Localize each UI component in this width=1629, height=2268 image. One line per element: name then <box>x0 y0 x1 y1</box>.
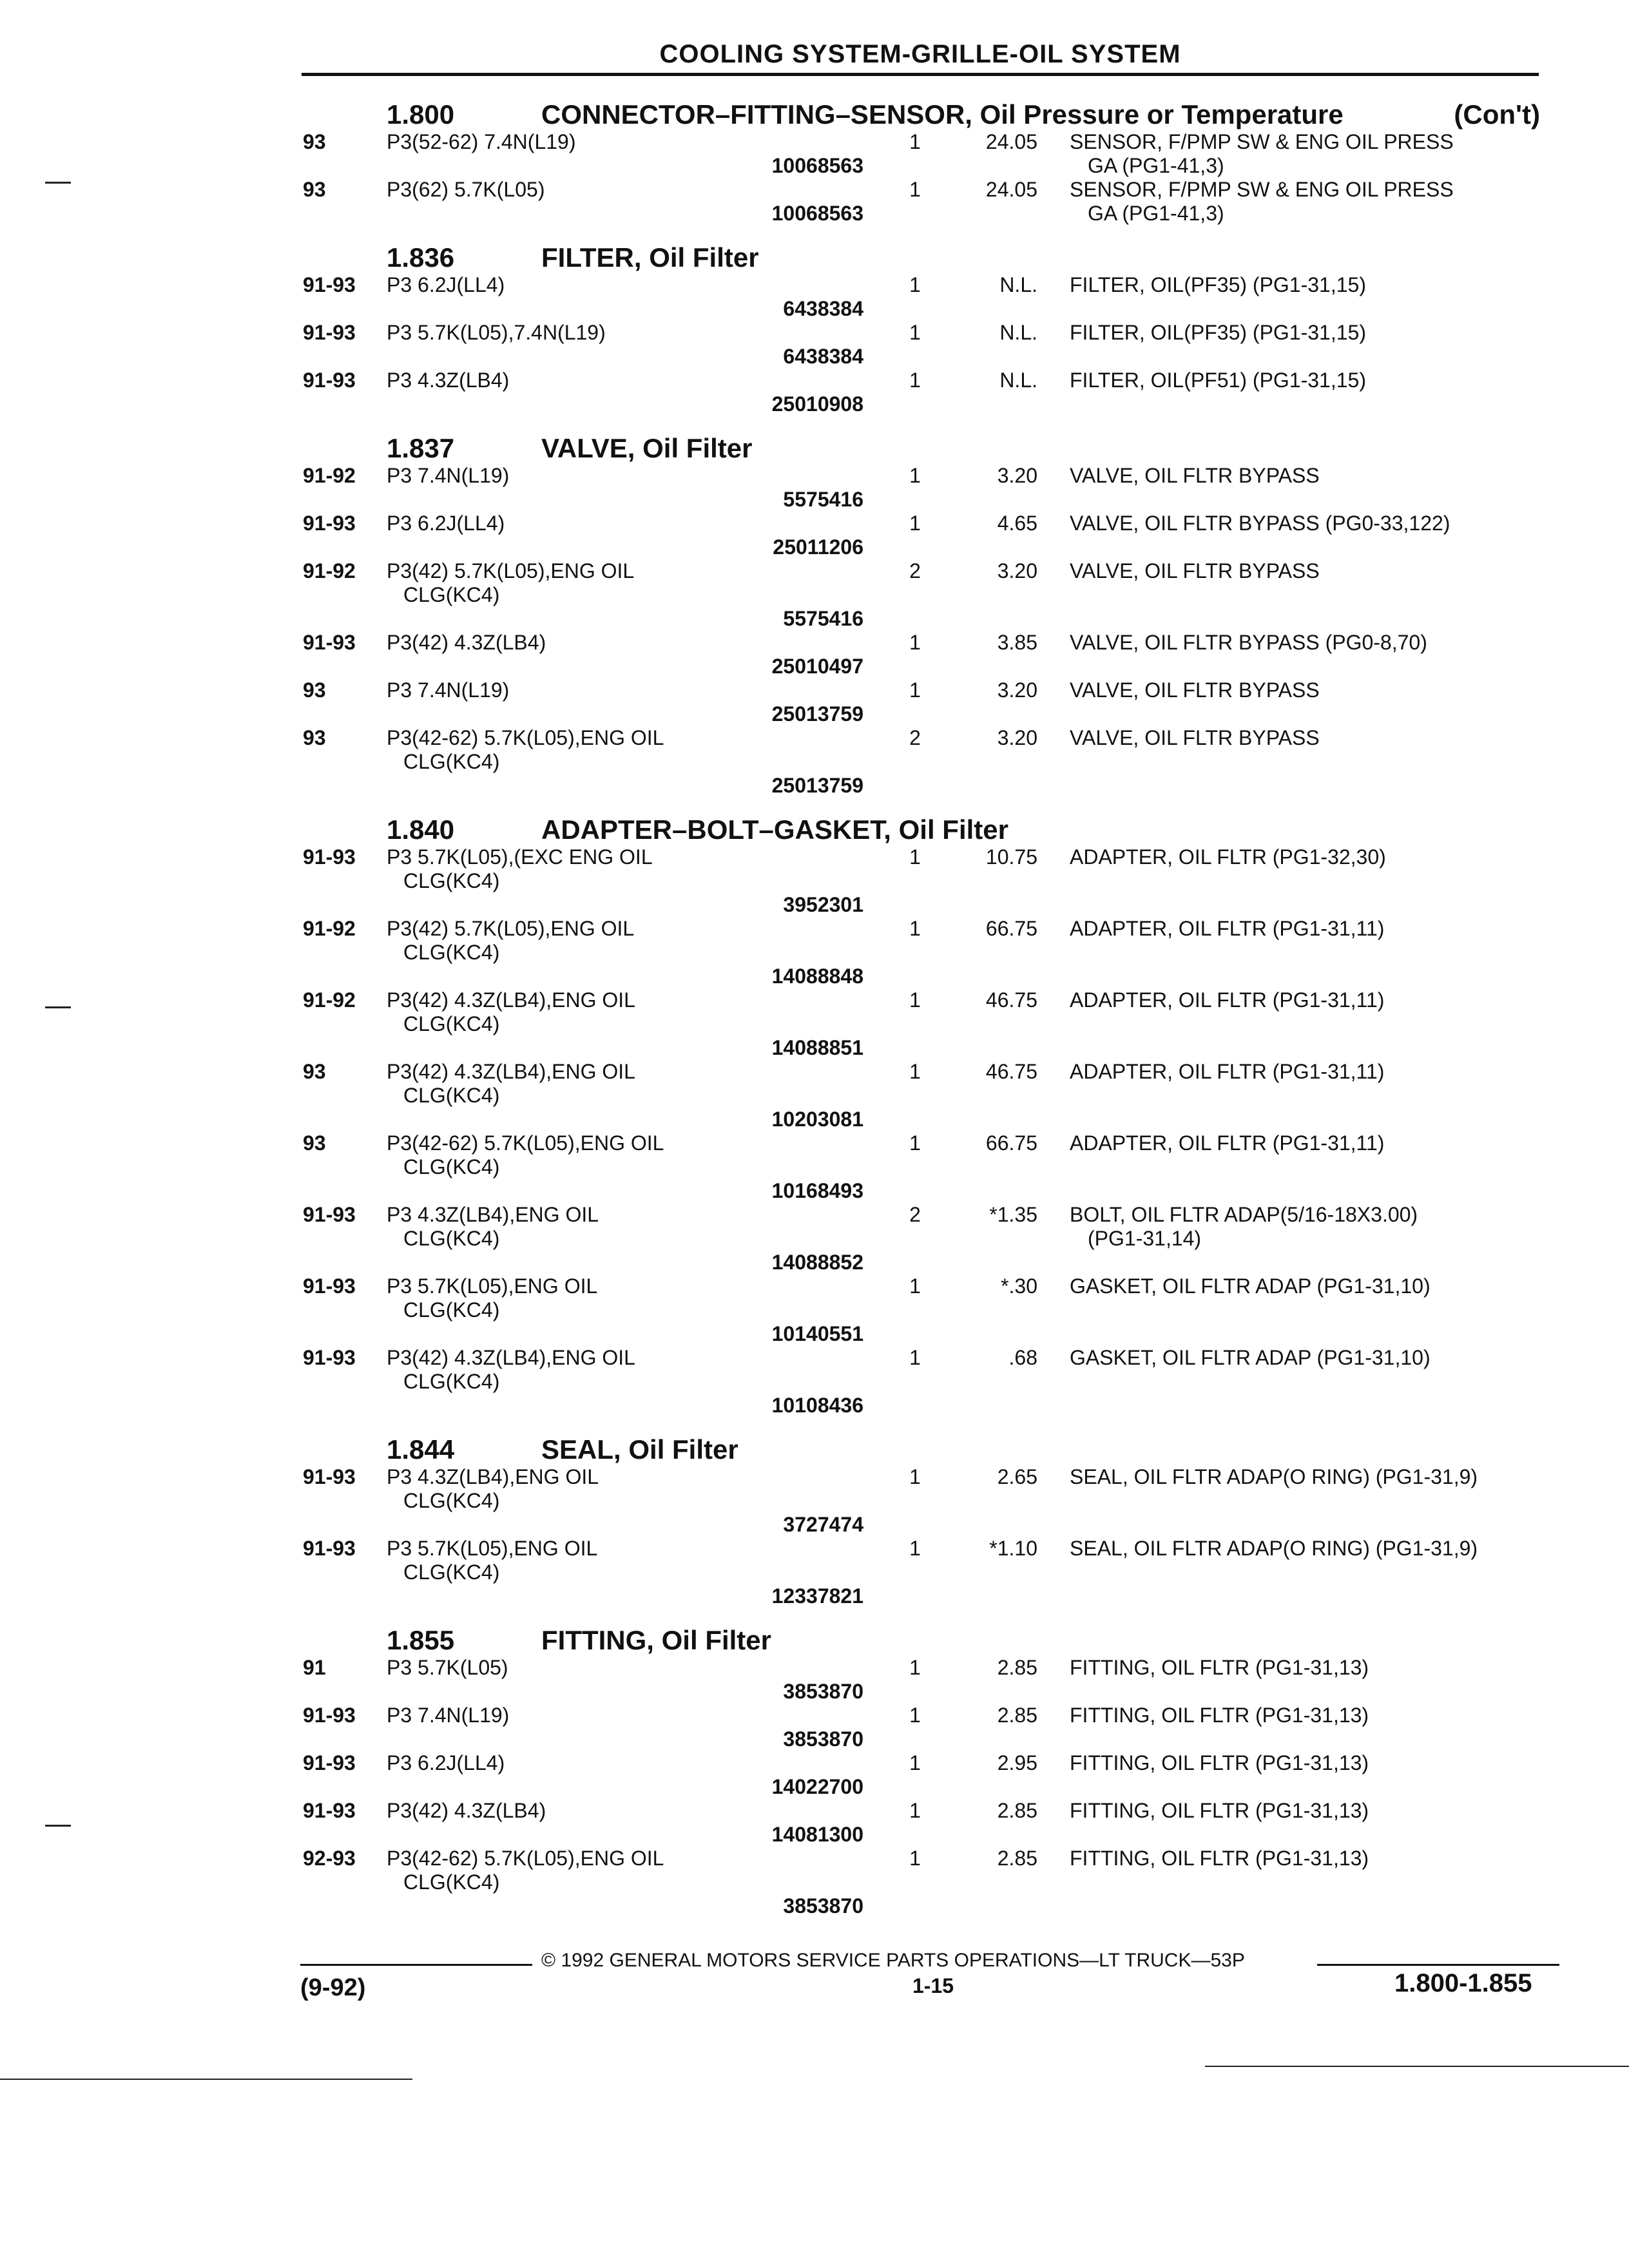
part-desc-line: SENSOR, F/PMP SW & ENG OIL PRESS <box>1070 178 1454 201</box>
part-desc-line: FILTER, OIL(PF35) (PG1-31,15) <box>1070 321 1366 344</box>
section-title: FITTING, Oil Filter <box>541 1625 771 1655</box>
part-description <box>1070 1799 1547 1847</box>
price: 66.75 <box>985 917 1037 940</box>
page-number: 1-15 <box>912 1974 954 1997</box>
part-number: 25011206 <box>773 535 863 559</box>
application-desc <box>387 1465 876 1537</box>
application-line: P3 6.2J(LL4) <box>387 273 505 296</box>
part-desc-line: ADAPTER, OIL FLTR (PG1-31,11) <box>1070 917 1385 940</box>
application-line: P3 7.4N(L19) <box>387 1704 510 1727</box>
section-title: CONNECTOR–FITTING–SENSOR, Oil Pressure or Temperature <box>541 99 1344 130</box>
part-description <box>1070 1537 1547 1608</box>
model-years: 91-93 <box>303 321 356 344</box>
quantity: 1 <box>909 1847 921 1870</box>
application-line: P3(42) 4.3Z(LB4),ENG OIL <box>387 1346 635 1369</box>
part-number: 3853870 <box>783 1894 863 1917</box>
part-desc-line: FITTING, OIL FLTR (PG1-31,13) <box>1070 1704 1369 1727</box>
model-years: 92-93 <box>303 1847 356 1870</box>
part-desc-line: ADAPTER, OIL FLTR (PG1-31,11) <box>1070 988 1385 1012</box>
price: 66.75 <box>985 1131 1037 1155</box>
price: 2.85 <box>997 1847 1037 1870</box>
catalog-section <box>303 424 1547 798</box>
part-number: 3853870 <box>783 1727 863 1751</box>
part-number: 10068563 <box>771 154 863 177</box>
section-header <box>303 1425 1547 1465</box>
margin-mark <box>45 182 71 184</box>
application-line: P3(42) 4.3Z(LB4) <box>387 631 546 654</box>
table-row <box>303 917 1547 988</box>
quantity: 1 <box>909 464 921 487</box>
part-number: 3727474 <box>783 1513 863 1536</box>
application-desc <box>387 1656 876 1704</box>
margin-mark <box>45 1825 71 1827</box>
application-desc <box>387 631 876 678</box>
part-number: 14088852 <box>771 1251 863 1274</box>
part-desc-line: VALVE, OIL FLTR BYPASS <box>1070 726 1320 749</box>
part-desc-line: GASKET, OIL FLTR ADAP (PG1-31,10) <box>1070 1274 1431 1298</box>
part-description <box>1070 1274 1547 1346</box>
table-row <box>303 464 1547 512</box>
section-title: SEAL, Oil Filter <box>541 1434 738 1465</box>
application-line: P3 5.7K(L05),ENG OIL <box>387 1537 598 1560</box>
part-desc-line: VALVE, OIL FLTR BYPASS <box>1070 464 1320 487</box>
quantity: 1 <box>909 1704 921 1727</box>
model-years: 93 <box>303 1060 326 1083</box>
quantity: 1 <box>909 845 921 869</box>
price: N.L. <box>999 369 1037 392</box>
part-number: 10140551 <box>771 1322 863 1345</box>
price: *.30 <box>1001 1274 1037 1298</box>
price: 10.75 <box>985 845 1037 869</box>
application-line: CLG(KC4) <box>403 1370 500 1393</box>
part-number: 25010908 <box>771 392 863 416</box>
catalog-section <box>303 1616 1547 1918</box>
table-row <box>303 631 1547 678</box>
part-desc-line: VALVE, OIL FLTR BYPASS (PG0-8,70) <box>1070 631 1427 654</box>
section-header <box>303 233 1547 273</box>
part-number: 14088848 <box>771 965 863 988</box>
part-desc-line: ADAPTER, OIL FLTR (PG1-31,11) <box>1070 1060 1385 1083</box>
margin-mark <box>45 1006 71 1008</box>
part-number: 14022700 <box>771 1775 863 1798</box>
quantity: 1 <box>909 321 921 344</box>
catalog-section <box>303 233 1547 416</box>
part-number: 6438384 <box>783 297 863 320</box>
catalog-section <box>303 90 1547 226</box>
application-line: CLG(KC4) <box>403 1870 500 1894</box>
application-line: P3(42) 4.3Z(LB4),ENG OIL <box>387 988 635 1012</box>
part-description <box>1070 917 1547 988</box>
price: 3.20 <box>997 464 1037 487</box>
price: 2.85 <box>997 1656 1037 1679</box>
part-number: 10068563 <box>771 202 863 225</box>
application-line: CLG(KC4) <box>403 1084 500 1107</box>
table-row <box>303 178 1547 226</box>
continued-label: (Con't) <box>1454 99 1540 130</box>
part-description <box>1070 1131 1547 1203</box>
quantity: 1 <box>909 917 921 940</box>
application-line: CLG(KC4) <box>403 1298 500 1321</box>
section-number: 1.855 <box>387 1625 455 1655</box>
part-number: 14081300 <box>771 1823 863 1846</box>
section-number: 1.836 <box>387 242 455 273</box>
application-desc <box>387 1203 876 1274</box>
part-desc-line: ADAPTER, OIL FLTR (PG1-31,11) <box>1070 1131 1385 1155</box>
model-years: 91-93 <box>303 1751 356 1774</box>
part-number: 25013759 <box>771 702 863 726</box>
table-row <box>303 559 1547 631</box>
application-desc <box>387 1799 876 1847</box>
footer-date: (9-92) <box>300 1974 366 2001</box>
part-desc-line: BOLT, OIL FLTR ADAP(5/16-18X3.00) <box>1070 1203 1418 1226</box>
price: .68 <box>1008 1346 1037 1369</box>
section-header <box>303 805 1547 845</box>
price: 2.85 <box>997 1799 1037 1822</box>
application-line: P3(42) 5.7K(L05),ENG OIL <box>387 917 635 940</box>
application-desc <box>387 678 876 726</box>
margin-mark <box>1205 2066 1629 2067</box>
part-desc-line: FITTING, OIL FLTR (PG1-31,13) <box>1070 1799 1369 1822</box>
quantity: 1 <box>909 1131 921 1155</box>
application-desc <box>387 512 876 559</box>
price: *1.35 <box>989 1203 1037 1226</box>
part-description <box>1070 512 1547 559</box>
quantity: 2 <box>909 559 921 582</box>
application-line: CLG(KC4) <box>403 941 500 964</box>
price: 2.85 <box>997 1704 1037 1727</box>
part-number: 25013759 <box>771 774 863 797</box>
part-description <box>1070 1203 1547 1274</box>
model-years: 91-93 <box>303 1346 356 1369</box>
price: 2.65 <box>997 1465 1037 1488</box>
application-line: P3 5.7K(L05),(EXC ENG OIL <box>387 845 653 869</box>
price: 24.05 <box>985 130 1037 153</box>
section-range: 1.800-1.855 <box>1394 1969 1532 1997</box>
table-row <box>303 1799 1547 1847</box>
application-line: P3 5.7K(L05),7.4N(L19) <box>387 321 606 344</box>
quantity: 1 <box>909 631 921 654</box>
footer-rule-left <box>300 1964 532 1966</box>
quantity: 1 <box>909 130 921 153</box>
application-desc <box>387 559 876 631</box>
application-line: CLG(KC4) <box>403 583 500 606</box>
table-row <box>303 1060 1547 1131</box>
quantity: 1 <box>909 1346 921 1369</box>
part-number: 5575416 <box>783 488 863 511</box>
price: 2.95 <box>997 1751 1037 1774</box>
application-line: P3(62) 5.7K(L05) <box>387 178 545 201</box>
quantity: 1 <box>909 1751 921 1774</box>
table-row <box>303 1465 1547 1537</box>
price: 3.85 <box>997 631 1037 654</box>
application-line: P3(42) 4.3Z(LB4),ENG OIL <box>387 1060 635 1083</box>
part-description <box>1070 1704 1547 1751</box>
part-number: 6438384 <box>783 345 863 368</box>
application-desc <box>387 273 876 321</box>
part-description <box>1070 726 1547 798</box>
part-desc-line: FITTING, OIL FLTR (PG1-31,13) <box>1070 1656 1369 1679</box>
part-description <box>1070 988 1547 1060</box>
model-years: 91-92 <box>303 917 356 940</box>
price: 3.20 <box>997 726 1037 749</box>
application-line: P3 4.3Z(LB4),ENG OIL <box>387 1465 599 1488</box>
quantity: 1 <box>909 1656 921 1679</box>
table-row <box>303 726 1547 798</box>
application-line: P3(42-62) 5.7K(L05),ENG OIL <box>387 1131 664 1155</box>
application-desc <box>387 845 876 917</box>
application-desc <box>387 369 876 416</box>
price: 4.65 <box>997 512 1037 535</box>
quantity: 1 <box>909 678 921 702</box>
part-number: 25010497 <box>771 655 863 678</box>
table-row <box>303 1274 1547 1346</box>
application-line: P3 5.7K(L05),ENG OIL <box>387 1274 598 1298</box>
part-desc-line: ADAPTER, OIL FLTR (PG1-32,30) <box>1070 845 1386 869</box>
quantity: 1 <box>909 1060 921 1083</box>
table-row <box>303 273 1547 321</box>
part-desc-line: SEAL, OIL FLTR ADAP(O RING) (PG1-31,9) <box>1070 1537 1478 1560</box>
application-line: CLG(KC4) <box>403 1012 500 1035</box>
table-row <box>303 1131 1547 1203</box>
model-years: 91-93 <box>303 1274 356 1298</box>
application-desc <box>387 464 876 512</box>
part-description <box>1070 464 1547 512</box>
section-number: 1.837 <box>387 433 455 463</box>
part-description <box>1070 321 1547 369</box>
section-number: 1.800 <box>387 99 455 130</box>
application-line: P3 4.3Z(LB4),ENG OIL <box>387 1203 599 1226</box>
part-desc-line: FILTER, OIL(PF51) (PG1-31,15) <box>1070 369 1366 392</box>
quantity: 2 <box>909 726 921 749</box>
price: N.L. <box>999 321 1037 344</box>
price: 46.75 <box>985 988 1037 1012</box>
part-desc-line: FITTING, OIL FLTR (PG1-31,13) <box>1070 1751 1369 1774</box>
price: 3.20 <box>997 559 1037 582</box>
part-number: 5575416 <box>783 607 863 630</box>
part-desc-line: VALVE, OIL FLTR BYPASS <box>1070 678 1320 702</box>
table-row <box>303 1847 1547 1918</box>
margin-mark <box>0 2079 412 2080</box>
model-years: 91-93 <box>303 273 356 296</box>
table-row <box>303 678 1547 726</box>
price: *1.10 <box>989 1537 1037 1560</box>
application-desc <box>387 178 876 226</box>
application-desc <box>387 130 876 178</box>
table-row <box>303 1346 1547 1418</box>
table-row <box>303 1704 1547 1751</box>
quantity: 1 <box>909 178 921 201</box>
application-desc <box>387 1704 876 1751</box>
part-desc-line: FILTER, OIL(PF35) (PG1-31,15) <box>1070 273 1366 296</box>
part-desc-line: SENSOR, F/PMP SW & ENG OIL PRESS <box>1070 130 1454 153</box>
part-description <box>1070 631 1547 678</box>
table-row <box>303 369 1547 416</box>
section-number: 1.840 <box>387 814 455 845</box>
model-years: 93 <box>303 178 326 201</box>
application-line: CLG(KC4) <box>403 1489 500 1512</box>
part-description <box>1070 845 1547 917</box>
table-row <box>303 1203 1547 1274</box>
model-years: 91-93 <box>303 512 356 535</box>
application-desc <box>387 1060 876 1131</box>
table-row <box>303 988 1547 1060</box>
model-years: 93 <box>303 726 326 749</box>
quantity: 1 <box>909 1799 921 1822</box>
price: 46.75 <box>985 1060 1037 1083</box>
application-line: P3(42-62) 5.7K(L05),ENG OIL <box>387 726 664 749</box>
quantity: 1 <box>909 988 921 1012</box>
application-line: P3 7.4N(L19) <box>387 678 510 702</box>
part-description <box>1070 369 1547 416</box>
application-line: P3 7.4N(L19) <box>387 464 510 487</box>
part-description <box>1070 1847 1547 1918</box>
table-row <box>303 845 1547 917</box>
quantity: 1 <box>909 1537 921 1560</box>
model-years: 91-93 <box>303 1465 356 1488</box>
price: N.L. <box>999 273 1037 296</box>
part-number: 3952301 <box>783 893 863 916</box>
table-row <box>303 130 1547 178</box>
application-desc <box>387 917 876 988</box>
quantity: 1 <box>909 1465 921 1488</box>
part-description <box>1070 1060 1547 1131</box>
quantity: 2 <box>909 1203 921 1226</box>
part-number: 14088851 <box>771 1036 863 1059</box>
part-desc-line: FITTING, OIL FLTR (PG1-31,13) <box>1070 1847 1369 1870</box>
application-desc <box>387 988 876 1060</box>
part-desc-line: GASKET, OIL FLTR ADAP (PG1-31,10) <box>1070 1346 1431 1369</box>
application-desc <box>387 1847 876 1918</box>
part-desc-line: VALVE, OIL FLTR BYPASS <box>1070 559 1320 582</box>
part-number: 10168493 <box>771 1179 863 1202</box>
table-row <box>303 512 1547 559</box>
section-title: FILTER, Oil Filter <box>541 242 759 273</box>
footer-copyright: © 1992 GENERAL MOTORS SERVICE PARTS OPERATIONS—LT TRUCK—53P <box>541 1950 1245 1971</box>
section-header <box>303 1616 1547 1656</box>
application-line: P3(42) 4.3Z(LB4) <box>387 1799 546 1822</box>
part-number: 3853870 <box>783 1680 863 1703</box>
table-row <box>303 321 1547 369</box>
part-description <box>1070 1656 1547 1704</box>
part-description <box>1070 559 1547 631</box>
application-line: P3(42-62) 5.7K(L05),ENG OIL <box>387 1847 664 1870</box>
part-description <box>1070 273 1547 321</box>
model-years: 91-92 <box>303 559 356 582</box>
part-description <box>1070 130 1547 178</box>
section-header <box>303 90 1547 130</box>
model-years: 93 <box>303 1131 326 1155</box>
model-years: 91-93 <box>303 845 356 869</box>
parts-catalog <box>303 90 1547 1926</box>
table-row <box>303 1751 1547 1799</box>
part-desc-line: SEAL, OIL FLTR ADAP(O RING) (PG1-31,9) <box>1070 1465 1478 1488</box>
part-desc-line: VALVE, OIL FLTR BYPASS (PG0-33,122) <box>1070 512 1451 535</box>
application-desc <box>387 726 876 798</box>
part-description <box>1070 678 1547 726</box>
section-header <box>303 424 1547 464</box>
quantity: 1 <box>909 273 921 296</box>
application-line: P3 6.2J(LL4) <box>387 512 505 535</box>
part-description <box>1070 1465 1547 1537</box>
table-row <box>303 1537 1547 1608</box>
application-line: CLG(KC4) <box>403 869 500 892</box>
application-line: P3 4.3Z(LB4) <box>387 369 510 392</box>
application-line: P3(52-62) 7.4N(L19) <box>387 130 576 153</box>
section-title: ADAPTER–BOLT–GASKET, Oil Filter <box>541 814 1008 845</box>
application-desc <box>387 1537 876 1608</box>
application-line: CLG(KC4) <box>403 1227 500 1250</box>
part-description <box>1070 178 1547 226</box>
model-years: 91-93 <box>303 1799 356 1822</box>
model-years: 91-92 <box>303 464 356 487</box>
model-years: 91-92 <box>303 988 356 1012</box>
part-desc-line: (PG1-31,14) <box>1088 1227 1202 1250</box>
part-desc-line: GA (PG1-41,3) <box>1088 202 1224 225</box>
application-desc <box>387 1346 876 1418</box>
section-number: 1.844 <box>387 1434 455 1465</box>
page-title: COOLING SYSTEM-GRILLE-OIL SYSTEM <box>302 40 1539 76</box>
part-number: 10203081 <box>771 1108 863 1131</box>
price: 24.05 <box>985 178 1037 201</box>
quantity: 1 <box>909 512 921 535</box>
model-years: 91-93 <box>303 1704 356 1727</box>
quantity: 1 <box>909 1274 921 1298</box>
application-line: P3(42) 5.7K(L05),ENG OIL <box>387 559 635 582</box>
model-years: 91-93 <box>303 369 356 392</box>
part-number: 12337821 <box>771 1584 863 1608</box>
application-desc <box>387 1131 876 1203</box>
section-title: VALVE, Oil Filter <box>541 433 753 463</box>
model-years: 91-93 <box>303 1537 356 1560</box>
application-line: CLG(KC4) <box>403 1561 500 1584</box>
model-years: 91-93 <box>303 631 356 654</box>
application-line: P3 5.7K(L05) <box>387 1656 508 1679</box>
application-desc <box>387 1274 876 1346</box>
part-description <box>1070 1751 1547 1799</box>
model-years: 93 <box>303 678 326 702</box>
application-line: P3 6.2J(LL4) <box>387 1751 505 1774</box>
application-desc <box>387 1751 876 1799</box>
part-description <box>1070 1346 1547 1418</box>
catalog-section <box>303 805 1547 1418</box>
price: 3.20 <box>997 678 1037 702</box>
model-years: 91-93 <box>303 1203 356 1226</box>
part-number: 10108436 <box>771 1394 863 1417</box>
quantity: 1 <box>909 369 921 392</box>
table-row <box>303 1656 1547 1704</box>
application-desc <box>387 321 876 369</box>
model-years: 91 <box>303 1656 326 1679</box>
footer-rule-right <box>1317 1964 1559 1966</box>
model-years: 93 <box>303 130 326 153</box>
part-desc-line: GA (PG1-41,3) <box>1088 154 1224 177</box>
catalog-section <box>303 1425 1547 1608</box>
application-line: CLG(KC4) <box>403 750 500 773</box>
application-line: CLG(KC4) <box>403 1155 500 1178</box>
